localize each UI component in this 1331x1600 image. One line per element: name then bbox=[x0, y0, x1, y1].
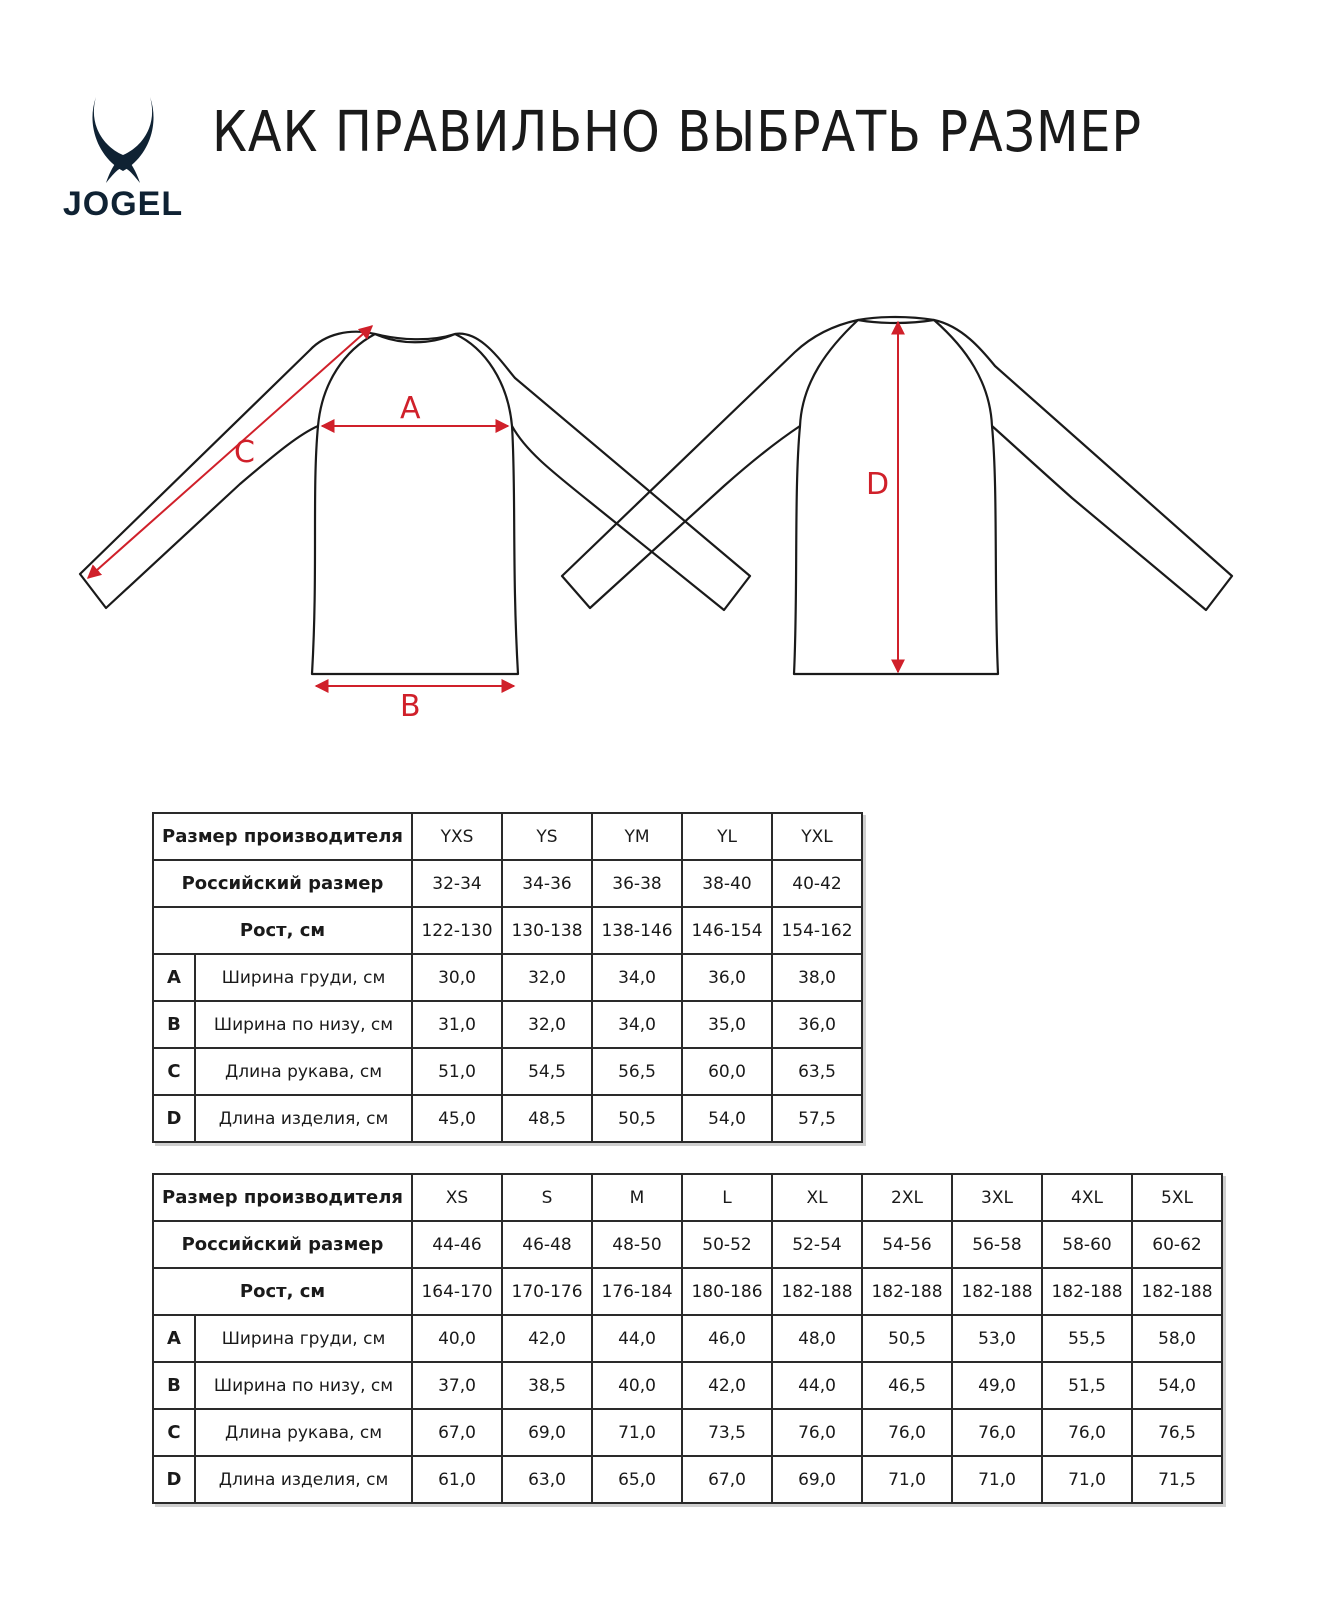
russian-size-cell: 38-40 bbox=[682, 860, 772, 907]
table-row-russian-size bbox=[153, 860, 862, 907]
russian-size-cell: 32-34 bbox=[412, 860, 502, 907]
russian-size-label: Российский размер bbox=[153, 1221, 412, 1268]
size-table-adults bbox=[152, 1173, 1223, 1504]
measure-value: 54,0 bbox=[682, 1095, 772, 1142]
height-label: Рост, см bbox=[153, 1268, 412, 1315]
measure-value: 71,0 bbox=[862, 1456, 952, 1503]
russian-size-cell: 48-50 bbox=[592, 1221, 682, 1268]
height-label: Рост, см bbox=[153, 907, 412, 954]
size-cell: L bbox=[682, 1174, 772, 1221]
measure-value: 76,0 bbox=[862, 1409, 952, 1456]
russian-size-cell: 60-62 bbox=[1132, 1221, 1222, 1268]
measure-value: 55,5 bbox=[1042, 1315, 1132, 1362]
measure-value: 40,0 bbox=[412, 1315, 502, 1362]
measure-value: 76,0 bbox=[952, 1409, 1042, 1456]
height-cell: 138-146 bbox=[592, 907, 682, 954]
measure-letter: D bbox=[153, 1095, 195, 1142]
size-cell: YM bbox=[592, 813, 682, 860]
measure-value: 37,0 bbox=[412, 1362, 502, 1409]
table-row-height bbox=[153, 907, 862, 954]
height-cell: 170-176 bbox=[502, 1268, 592, 1315]
russian-size-label: Российский размер bbox=[153, 860, 412, 907]
height-cell: 182-188 bbox=[772, 1268, 862, 1315]
measure-value: 49,0 bbox=[952, 1362, 1042, 1409]
label-b: B bbox=[400, 689, 421, 724]
back-body-outline bbox=[794, 320, 998, 674]
brand-logo bbox=[48, 95, 198, 225]
table-row-measure-d bbox=[153, 1456, 1222, 1503]
measure-value: 57,5 bbox=[772, 1095, 862, 1142]
size-cell: 3XL bbox=[952, 1174, 1042, 1221]
measure-value: 31,0 bbox=[412, 1001, 502, 1048]
height-cell: 180-186 bbox=[682, 1268, 772, 1315]
measure-label: Длина рукава, см bbox=[195, 1409, 412, 1456]
back-neckline bbox=[858, 317, 934, 320]
measure-value: 76,5 bbox=[1132, 1409, 1222, 1456]
table-row-measure-c bbox=[153, 1409, 1222, 1456]
measure-value: 46,0 bbox=[682, 1315, 772, 1362]
measure-value: 67,0 bbox=[682, 1456, 772, 1503]
table-row-measure-c bbox=[153, 1048, 862, 1095]
measure-value: 45,0 bbox=[412, 1095, 502, 1142]
measure-value: 36,0 bbox=[682, 954, 772, 1001]
table-row-manufacturer-size bbox=[153, 813, 862, 860]
header-label: Размер производителя bbox=[153, 1174, 412, 1221]
table-row-russian-size bbox=[153, 1221, 1222, 1268]
size-cell: YXL bbox=[772, 813, 862, 860]
measure-value: 67,0 bbox=[412, 1409, 502, 1456]
measure-value: 51,0 bbox=[412, 1048, 502, 1095]
measure-value: 44,0 bbox=[592, 1315, 682, 1362]
height-cell: 130-138 bbox=[502, 907, 592, 954]
measure-value: 58,0 bbox=[1132, 1315, 1222, 1362]
table-row-measure-b bbox=[153, 1362, 1222, 1409]
measure-value: 38,5 bbox=[502, 1362, 592, 1409]
measure-value: 76,0 bbox=[772, 1409, 862, 1456]
height-cell: 182-188 bbox=[1132, 1268, 1222, 1315]
measure-value: 44,0 bbox=[772, 1362, 862, 1409]
russian-size-cell: 36-38 bbox=[592, 860, 682, 907]
russian-size-cell: 44-46 bbox=[412, 1221, 502, 1268]
measure-value: 61,0 bbox=[412, 1456, 502, 1503]
back-right-sleeve bbox=[934, 320, 1232, 610]
measure-value: 36,0 bbox=[772, 1001, 862, 1048]
size-cell: S bbox=[502, 1174, 592, 1221]
measure-value: 71,0 bbox=[952, 1456, 1042, 1503]
measure-label: Длина изделия, см bbox=[195, 1456, 412, 1503]
measure-label: Ширина груди, см bbox=[195, 1315, 412, 1362]
garment-diagram bbox=[0, 290, 1331, 760]
measure-value: 54,5 bbox=[502, 1048, 592, 1095]
measure-value: 53,0 bbox=[952, 1315, 1042, 1362]
measure-letter: A bbox=[153, 1315, 195, 1362]
front-view bbox=[80, 332, 750, 674]
height-cell: 176-184 bbox=[592, 1268, 682, 1315]
measure-value: 63,0 bbox=[502, 1456, 592, 1503]
russian-size-cell: 50-52 bbox=[682, 1221, 772, 1268]
front-left-sleeve bbox=[80, 332, 375, 608]
measure-value: 71,0 bbox=[592, 1409, 682, 1456]
measure-value: 54,0 bbox=[1132, 1362, 1222, 1409]
height-cell: 182-188 bbox=[1042, 1268, 1132, 1315]
logo-wordmark: JOGEL bbox=[62, 185, 184, 223]
measure-value: 32,0 bbox=[502, 954, 592, 1001]
measure-letter: D bbox=[153, 1456, 195, 1503]
measure-value: 69,0 bbox=[502, 1409, 592, 1456]
size-cell: 5XL bbox=[1132, 1174, 1222, 1221]
measure-label: Длина рукава, см bbox=[195, 1048, 412, 1095]
measure-value: 40,0 bbox=[592, 1362, 682, 1409]
measure-value: 42,0 bbox=[502, 1315, 592, 1362]
size-cell: 4XL bbox=[1042, 1174, 1132, 1221]
measure-value: 50,5 bbox=[862, 1315, 952, 1362]
measure-label: Ширина по низу, см bbox=[195, 1362, 412, 1409]
measure-value: 50,5 bbox=[592, 1095, 682, 1142]
measure-value: 69,0 bbox=[772, 1456, 862, 1503]
measure-value: 73,5 bbox=[682, 1409, 772, 1456]
size-cell: M bbox=[592, 1174, 682, 1221]
russian-size-cell: 56-58 bbox=[952, 1221, 1042, 1268]
russian-size-cell: 46-48 bbox=[502, 1221, 592, 1268]
table-row-measure-a bbox=[153, 1315, 1222, 1362]
measure-lines bbox=[88, 322, 898, 686]
measure-value: 60,0 bbox=[682, 1048, 772, 1095]
measure-value: 35,0 bbox=[682, 1001, 772, 1048]
jogel-emblem-icon bbox=[48, 95, 198, 185]
measure-label: Ширина по низу, см bbox=[195, 1001, 412, 1048]
table-row-manufacturer-size bbox=[153, 1174, 1222, 1221]
size-table-kids bbox=[152, 812, 863, 1143]
measure-label: Длина изделия, см bbox=[195, 1095, 412, 1142]
measure-value: 30,0 bbox=[412, 954, 502, 1001]
size-cell: YS bbox=[502, 813, 592, 860]
height-cell: 182-188 bbox=[952, 1268, 1042, 1315]
measure-value: 56,5 bbox=[592, 1048, 682, 1095]
measure-value: 42,0 bbox=[682, 1362, 772, 1409]
front-body-outline bbox=[312, 334, 518, 674]
size-cell: YL bbox=[682, 813, 772, 860]
table-row-height bbox=[153, 1268, 1222, 1315]
measure-c-line bbox=[88, 326, 372, 578]
measure-letter: C bbox=[153, 1048, 195, 1095]
page-title: КАК ПРАВИЛЬНО ВЫБРАТЬ РАЗМЕР bbox=[212, 100, 1143, 165]
table-row-measure-b bbox=[153, 1001, 862, 1048]
russian-size-cell: 52-54 bbox=[772, 1221, 862, 1268]
back-left-sleeve bbox=[562, 320, 858, 608]
measure-value: 34,0 bbox=[592, 1001, 682, 1048]
measure-value: 63,5 bbox=[772, 1048, 862, 1095]
height-cell: 146-154 bbox=[682, 907, 772, 954]
height-cell: 154-162 bbox=[772, 907, 862, 954]
size-cell: XS bbox=[412, 1174, 502, 1221]
measure-value: 65,0 bbox=[592, 1456, 682, 1503]
measure-value: 46,5 bbox=[862, 1362, 952, 1409]
measure-value: 71,5 bbox=[1132, 1456, 1222, 1503]
measure-letter: B bbox=[153, 1362, 195, 1409]
height-cell: 182-188 bbox=[862, 1268, 952, 1315]
table-row-measure-d bbox=[153, 1095, 862, 1142]
measure-letter: C bbox=[153, 1409, 195, 1456]
height-cell: 164-170 bbox=[412, 1268, 502, 1315]
measure-value: 71,0 bbox=[1042, 1456, 1132, 1503]
header-label: Размер производителя bbox=[153, 813, 412, 860]
russian-size-cell: 58-60 bbox=[1042, 1221, 1132, 1268]
measure-letter: A bbox=[153, 954, 195, 1001]
table-row-measure-a bbox=[153, 954, 862, 1001]
height-cell: 122-130 bbox=[412, 907, 502, 954]
measure-value: 76,0 bbox=[1042, 1409, 1132, 1456]
russian-size-cell: 54-56 bbox=[862, 1221, 952, 1268]
measure-value: 51,5 bbox=[1042, 1362, 1132, 1409]
measure-value: 32,0 bbox=[502, 1001, 592, 1048]
size-cell: 2XL bbox=[862, 1174, 952, 1221]
size-cell: YXS bbox=[412, 813, 502, 860]
label-d: D bbox=[866, 467, 890, 502]
measure-value: 48,5 bbox=[502, 1095, 592, 1142]
russian-size-cell: 40-42 bbox=[772, 860, 862, 907]
front-collar bbox=[375, 334, 455, 342]
measure-value: 38,0 bbox=[772, 954, 862, 1001]
measure-label: Ширина груди, см bbox=[195, 954, 412, 1001]
measure-value: 34,0 bbox=[592, 954, 682, 1001]
measure-letter: B bbox=[153, 1001, 195, 1048]
measure-value: 48,0 bbox=[772, 1315, 862, 1362]
size-cell: XL bbox=[772, 1174, 862, 1221]
front-right-sleeve bbox=[455, 334, 750, 610]
label-c: C bbox=[234, 435, 255, 470]
label-a: A bbox=[400, 391, 421, 426]
russian-size-cell: 34-36 bbox=[502, 860, 592, 907]
